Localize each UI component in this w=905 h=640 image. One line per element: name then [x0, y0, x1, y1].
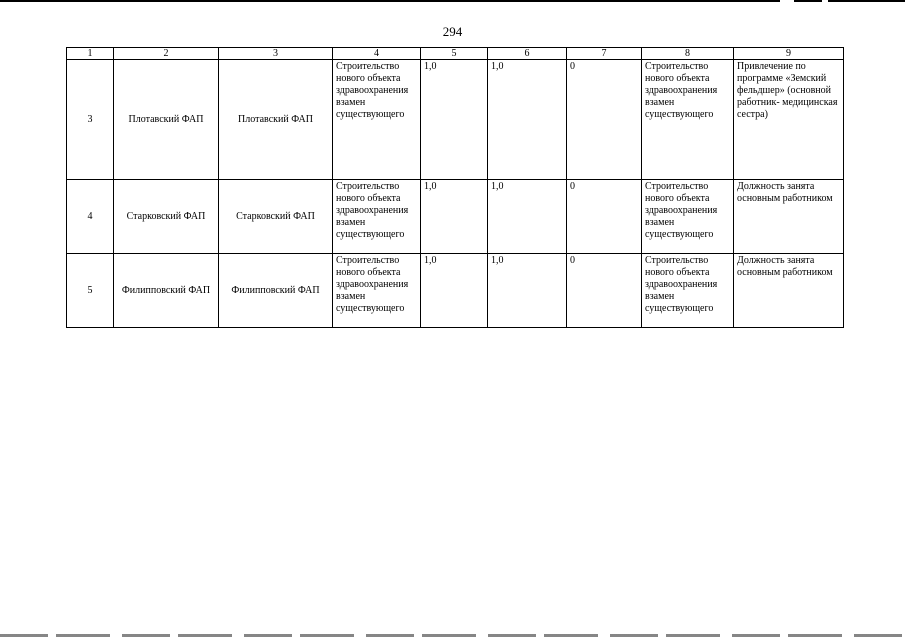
document-table	[66, 47, 844, 328]
action-cell: Строительство нового объекта здравоохранения взамен существующего	[642, 254, 734, 328]
top-border-line	[0, 0, 905, 2]
value-cell: 1,0	[421, 254, 488, 328]
value-cell: 0	[567, 180, 642, 254]
value-cell: 1,0	[421, 180, 488, 254]
column-header: 3	[219, 48, 333, 60]
column-header: 1	[67, 48, 114, 60]
column-header: 4	[333, 48, 421, 60]
facility-name-cell: Плотавский ФАП	[114, 60, 219, 180]
column-header: 7	[567, 48, 642, 60]
staffing-note-cell: Должность занята основным работником	[734, 180, 844, 254]
column-header: 2	[114, 48, 219, 60]
value-cell: 1,0	[488, 180, 567, 254]
action-cell: Строительство нового объекта здравоохранения взамен существующего	[642, 180, 734, 254]
top-border-gap	[780, 0, 794, 2]
action-cell: Строительство нового объекта здравоохранения взамен существующего	[642, 60, 734, 180]
value-cell: 0	[567, 60, 642, 180]
action-cell: Строительство нового объекта здравоохранения взамен существующего	[333, 254, 421, 328]
facility-name-cell: Плотавский ФАП	[219, 60, 333, 180]
column-header: 8	[642, 48, 734, 60]
column-header: 5	[421, 48, 488, 60]
table-row	[67, 60, 844, 180]
staffing-note-cell: Должность занята основным работником	[734, 254, 844, 328]
action-cell: Строительство нового объекта здравоохранения взамен существующего	[333, 180, 421, 254]
column-header: 6	[488, 48, 567, 60]
facility-name-cell: Филипповский ФАП	[219, 254, 333, 328]
table-row	[67, 180, 844, 254]
bottom-scan-edge	[0, 634, 905, 637]
facility-name-cell: Старковский ФАП	[219, 180, 333, 254]
value-cell: 0	[567, 254, 642, 328]
row-number-cell: 3	[67, 60, 114, 180]
value-cell: 1,0	[421, 60, 488, 180]
table-row	[67, 254, 844, 328]
value-cell: 1,0	[488, 60, 567, 180]
page-number: 294	[442, 24, 463, 39]
table-header-row	[67, 48, 844, 60]
facility-name-cell: Старковский ФАП	[114, 180, 219, 254]
value-cell: 1,0	[488, 254, 567, 328]
top-border-gap	[822, 0, 828, 2]
action-cell: Строительство нового объекта здравоохранения взамен существующего	[333, 60, 421, 180]
column-header: 9	[734, 48, 844, 60]
staffing-note-cell: Привлечение по программе «Земский фельдшер» (основной работник- медицинская сестра)	[734, 60, 844, 180]
facility-name-cell: Филипповский ФАП	[114, 254, 219, 328]
row-number-cell: 5	[67, 254, 114, 328]
row-number-cell: 4	[67, 180, 114, 254]
